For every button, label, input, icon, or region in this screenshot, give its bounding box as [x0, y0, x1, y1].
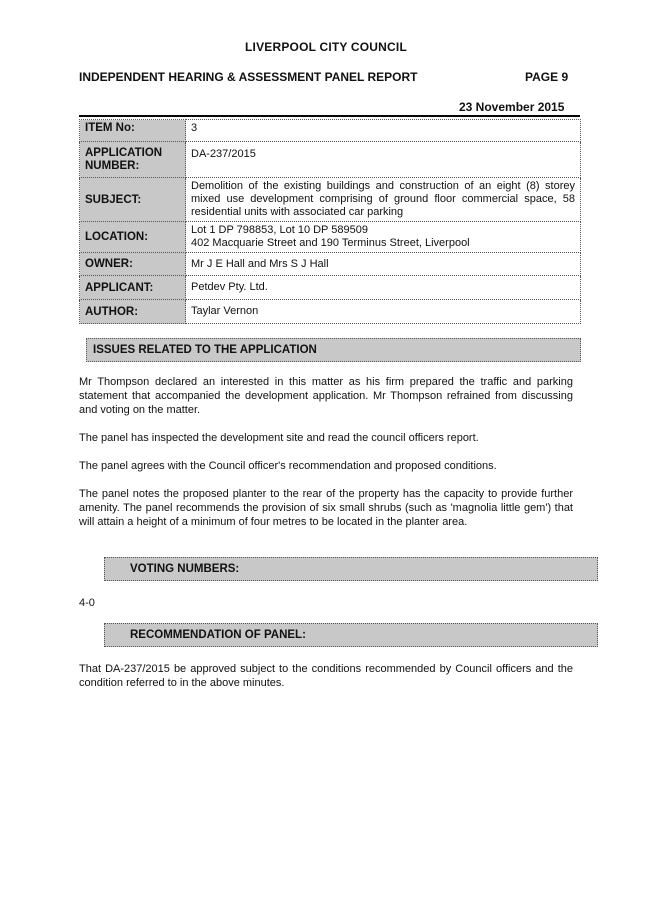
applicant-value: Petdev Pty. Ltd. — [186, 276, 581, 300]
author-row — [80, 300, 581, 324]
application-number-label: APPLICATION NUMBER: — [80, 142, 186, 178]
subject-row — [80, 178, 581, 222]
voting-numbers-heading: VOTING NUMBERS: — [104, 557, 598, 581]
owner-value: Mr J E Hall and Mrs S J Hall — [186, 253, 581, 276]
report-title: INDEPENDENT HEARING & ASSESSMENT PANEL REPORT — [79, 70, 418, 84]
location-line-2: 402 Macquarie Street and 190 Terminus Street, Liverpool — [191, 237, 470, 249]
issues-paragraph-inspection: The panel has inspected the development site and read the council officers report. — [79, 432, 479, 444]
header-divider — [79, 115, 580, 117]
subject-label: SUBJECT: — [80, 178, 186, 222]
location-row — [80, 222, 581, 253]
voting-result: 4-0 — [79, 597, 95, 609]
issues-paragraph-declaration: Mr Thompson declared an interested in this matter as his firm prepared the traffic and parking statement that accompanied the development application. Mr Thompson refrained from discussing and voting on the matter. — [79, 376, 573, 416]
application-number-value: DA-237/2015 — [186, 142, 581, 178]
owner-label: OWNER: — [80, 253, 186, 276]
issues-paragraph-planter: The panel notes the proposed planter to the rear of the property has the capacity to provide further amenity. The panel recommends the provision of six small shrubs (such as 'magnolia little gem') that will attain a height of a minimum of four metres to be located in the planter area. — [79, 488, 573, 528]
recommendation-text: That DA-237/2015 be approved subject to the conditions recommended by Council officers and the condition referred to in the above minutes. — [79, 663, 573, 689]
subject-value: Demolition of the existing buildings and construction of an eight (8) storey mixed use development comprising of ground floor commercial space, 58 residential units with associated car parking — [186, 178, 581, 222]
application-number-row — [80, 142, 581, 178]
author-label: AUTHOR: — [80, 300, 186, 324]
author-value: Taylar Vernon — [186, 300, 581, 324]
location-label: LOCATION: — [80, 222, 186, 253]
page-number: PAGE 9 — [525, 70, 569, 84]
application-details-table — [79, 119, 581, 324]
item-no-label: ITEM No: — [80, 120, 186, 142]
item-no-row — [80, 120, 581, 142]
location-line-1: Lot 1 DP 798853, Lot 10 DP 589509 — [191, 224, 368, 236]
recommendation-heading: RECOMMENDATION OF PANEL: — [104, 623, 598, 647]
owner-row — [80, 253, 581, 276]
issues-paragraph-agreement: The panel agrees with the Council officer's recommendation and proposed conditions. — [79, 460, 497, 472]
issues-heading: ISSUES RELATED TO THE APPLICATION — [86, 338, 581, 362]
applicant-label: APPLICANT: — [80, 276, 186, 300]
report-date: 23 November 2015 — [459, 100, 565, 114]
council-title: LIVERPOOL CITY COUNCIL — [245, 40, 407, 54]
item-no-value: 3 — [186, 120, 581, 142]
applicant-row — [80, 276, 581, 300]
location-value — [186, 222, 581, 253]
